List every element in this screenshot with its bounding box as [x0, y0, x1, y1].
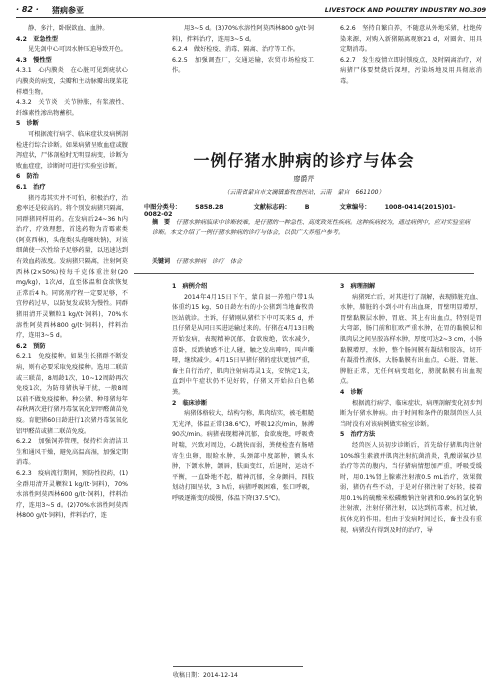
section-heading: 3 病理剖解: [340, 283, 376, 290]
affiliation: （云南省蒙自市文澜镇畜牧兽医站，云南 蒙自 661100）: [223, 189, 385, 196]
keywords-label: 关键词: [152, 258, 171, 265]
section-title: 猪病参亚: [52, 6, 84, 15]
section-heading: 6 防治: [16, 173, 39, 181]
section-heading: 2 临床诊断: [172, 399, 208, 407]
abstract-label: 摘 要: [152, 219, 171, 226]
doc-code-field: 文献标志码： B: [253, 204, 310, 211]
paragraph: 2014年4月15日下午，蒙自县一养殖户带1头体重约15 kg、50日龄左右的小公猪到当地畜牧兽医站就诊。主诉，仔猪刚从猪栏下中可买来5 d，并且仔猪是从同日买进运输过来的。仔猪在4月13日晚开始发病，表现精神沉郁，食欲废绝，饮水减少，喜卧，反跌敏感不让人碰，触之发出呻吟，叫声嘶哑，继续减少。4月15日早猪仔猪的症状更加严重，畜主自行治疗，肌肉注射病毒灵1支，安钠定1支，直到中午症状仍不见好转，仔猪又开始拉白色稀粪。: [172, 293, 314, 396]
paragraph: 静、多汁，卧眠欲血、血肿。: [28, 25, 109, 32]
journal-title: LIVESTOCK AND POULTRY INDUSTRY NO.309: [324, 6, 486, 14]
paragraph: 病猪死亡后，对其进行了剖解，表现肺脏充血、水肿，肺脏的小到小叶有出血斑，胃壁明显增厚，胃壁黏膜层水肿，胃底、其上有出血点，特别是胃大弯部，肠门前和肛欧严重水肿，在胃的黏膜层和肌肉层之间呈胶冻样水肿，厚度可达2~3 cm，小肠黏膜增厚，水肿，整个肠间膜有凝结和胶冻，切开有凝滑性液体，大肠黏膜有出血点，心脏、肾脏、脾脏正常，无任何病变组化，膀胱黏膜有出血现点。: [340, 293, 483, 386]
section-heading: 4.3 慢性型: [16, 56, 52, 64]
author: 廖爵芹: [293, 175, 315, 183]
paragraph: 4.3.1 心内膜炎 在心脏可见到疣状心内膜炎的病变，尖瓣和主动脉瓣出现菜花样增生物。: [16, 67, 128, 96]
article-meta: [144, 202, 474, 218]
paragraph: 猪丹毒其实并不可怕，积极治疗，治愈率还是较高的。将个别发病猪只隔离，同群猪同样用药。在发病后24~36 h内治疗，疗效理想，首选药物为青霉素类(阿莫西林)，头孢类(头孢噻呋钠)，对该细菌使一次性给予足够药量，以迅速达到有效血药浓度。发病猪只隔离，注射阿莫西林(2×50%)按每千克体重注射(20 mg/kg)，1次/d，直至体温和食欲恢复正常后4 h。同窝剂疗程一定要足够，不宜停药过早，以防复发或转为慢性。同群猪用清开灵颗粒1 kg/(t·饲料)，70%水溶性阿莫西林800 g/(t·饲料)，拌料治疗，连用3~5 d。: [16, 194, 128, 340]
paragraph: 病猪体格较大，结构匀称，肌肉结实，被毛粗糙无光泽，体温正常(38.6℃)，呼吸12次/min，脉搏90次/min。病猪表现精神沉郁，食欲废绝，呼吸费时喘，兴致对周边，心跳快而弱，粪便检查有肠嗜寄生虫卵，眼睑水肿，头颈部中度部肿，额头水肿，下颌水肿，颌唇，肤面变红，后退时，运动不平衡，一直卧地不起，精神沉郁，全身颤抖，四肢划动打圈呈状，3 h后，病猪呼吸困难，张口呼吸，呼吸逐渐变的缓慢，体温下降(37.5℃)。: [172, 410, 314, 502]
paragraph: 可根据流行病学、临床症状及病例剖检进行综合诊断。如果病猪呈败血症或腹泻症状，尸体剖检时无明显病变，诊断为败血症症，诊断时可进行实验室诊断。: [16, 130, 128, 170]
paragraph: 6.2.4 做好检疫、消毒、隔离、治疗等工作。: [172, 46, 300, 54]
left-column: [16, 24, 128, 522]
paragraph: 6.2.2 加强饲养管理，保持栏舍清洁卫生和通风干燥，避免高温高湿，加强定期消毒。: [16, 438, 128, 467]
paragraph: 根据流行病学、临床症状，病理剖解变化初步判断为仔猪水肿病。由于时间和条件的限制兽医人员当时没有对该病例做实验室诊断。: [340, 399, 482, 428]
keywords: [152, 256, 474, 265]
paragraph: 6.2.1 免疫接种。如果生长猪群不断发病，则有必要采取免疫接种。选用二联苗或三联苗，8周龄1次，10~12周龄再次免疫1次，为防母猪执导干扰，一般8周以前不做免疫接种。种公猪、种母猪每年春秋两次进行猪丹毒氢氧化铝甲醛菌苗免疫。育肥猪60日龄进行1次猪丹毒氢氧化铝甲醛苗或猪二联苗免疫。: [16, 353, 128, 435]
right-top-column-b: [340, 24, 482, 88]
paragraph: 见先剑中心可因水肿压迫导致开色。: [28, 46, 127, 54]
paragraph: 6.2.7 发生疫情立即封锁疫点，及时隔离治疗，对病猪尸体要焚烧后深埋，污染场地及用具彻底消毒。: [340, 56, 482, 85]
section-heading: 4.2 亚急性型: [16, 35, 58, 43]
paragraph: 用3~5 d。(3)70%水溶性阿莫西林800 g/(t·饲料)，拌料治疗，连用3~5 d。: [172, 25, 314, 43]
running-header: [16, 4, 486, 18]
paragraph: 6.2.6 坚持自繁自养，不随意从外地采猪，杜绝传染来源，对购入新猪隔离观察21 d，对圈舍、用具定期消毒。: [340, 25, 482, 54]
article-number-field: 文章编号： 1008-0414(2015)01-0082-02: [144, 204, 456, 218]
section-heading: 5 诊断: [16, 120, 39, 128]
paragraph: 6.2.3 疫病流行期间，预防性投药，(1)全群用清开灵颗粒1 kg/(t·饲料)，70%水溶性阿莫西林600 g/(t·饲料)，拌料治疗，连用3~5 d。(2)70%水溶性阿莫西林800 g/(t·饲料)，拌料治疗，连: [16, 469, 128, 520]
abstract: [152, 218, 474, 237]
body-column-1: [172, 282, 314, 504]
section-heading: 1 病例介绍: [172, 283, 208, 290]
paragraph: 4.3.2 关节炎 关节肿胀，有浆液性、纤维素性渗出物蓄积。: [16, 99, 128, 117]
section-heading: 6.2 预防: [16, 342, 46, 350]
clc-field: 中图分类号： S858.28: [144, 204, 224, 211]
divider: [134, 273, 474, 274]
right-top-column-a: [172, 24, 314, 77]
section-heading: 6.1 治疗: [16, 183, 46, 191]
page-number: · 82 ·: [16, 5, 39, 14]
received-date: 收稿日期：2014-12-14: [173, 666, 303, 679]
section-heading: 5 治疗方法: [340, 431, 376, 439]
paragraph: 经兽医人员初步诊断后，首先给仔猪肌肉注射10%维生素液并肌肉注射抗菌消炎，乳酸诺氟沙星治疗等苦的腹内，当仔猪病情想加严重，呼吸受缓时，用0.1%肾上腺素注射液0.5 mL治疗，效果微弱，猪仍有些不动，于是对仔猪注射了好转，接着用0.1%的硫酸米松磷酸钠注射液和0.9%的氯化钠注射液，注射仔猪注射，以达到抗毒素，抗过敏，抗休克的作用。但由于发病时间过长，畜主没有重视，病猪没有得到及时的治疗，导: [340, 441, 482, 534]
article-title: 一例仔猪水肿病的诊疗与体会: [193, 151, 415, 170]
paragraph: 6.2.5 加强调查厂，交通运输，农贸市场检疫工作。: [172, 56, 314, 75]
body-column-2: [340, 282, 482, 536]
keywords-text: 仔猪水肿病 诊疗 体会: [176, 258, 243, 265]
abstract-text: 仔猪水肿病临床中诊断较难，是仔猪的一种急性、高度致死性疾病。这种疾病较为，通过病例中，应对实验室病诊断。本文介绍了一例仔猪水肿病的诊疗与体会，以供广大养殖户参考。: [152, 219, 471, 236]
section-heading: 4 诊断: [340, 388, 363, 396]
